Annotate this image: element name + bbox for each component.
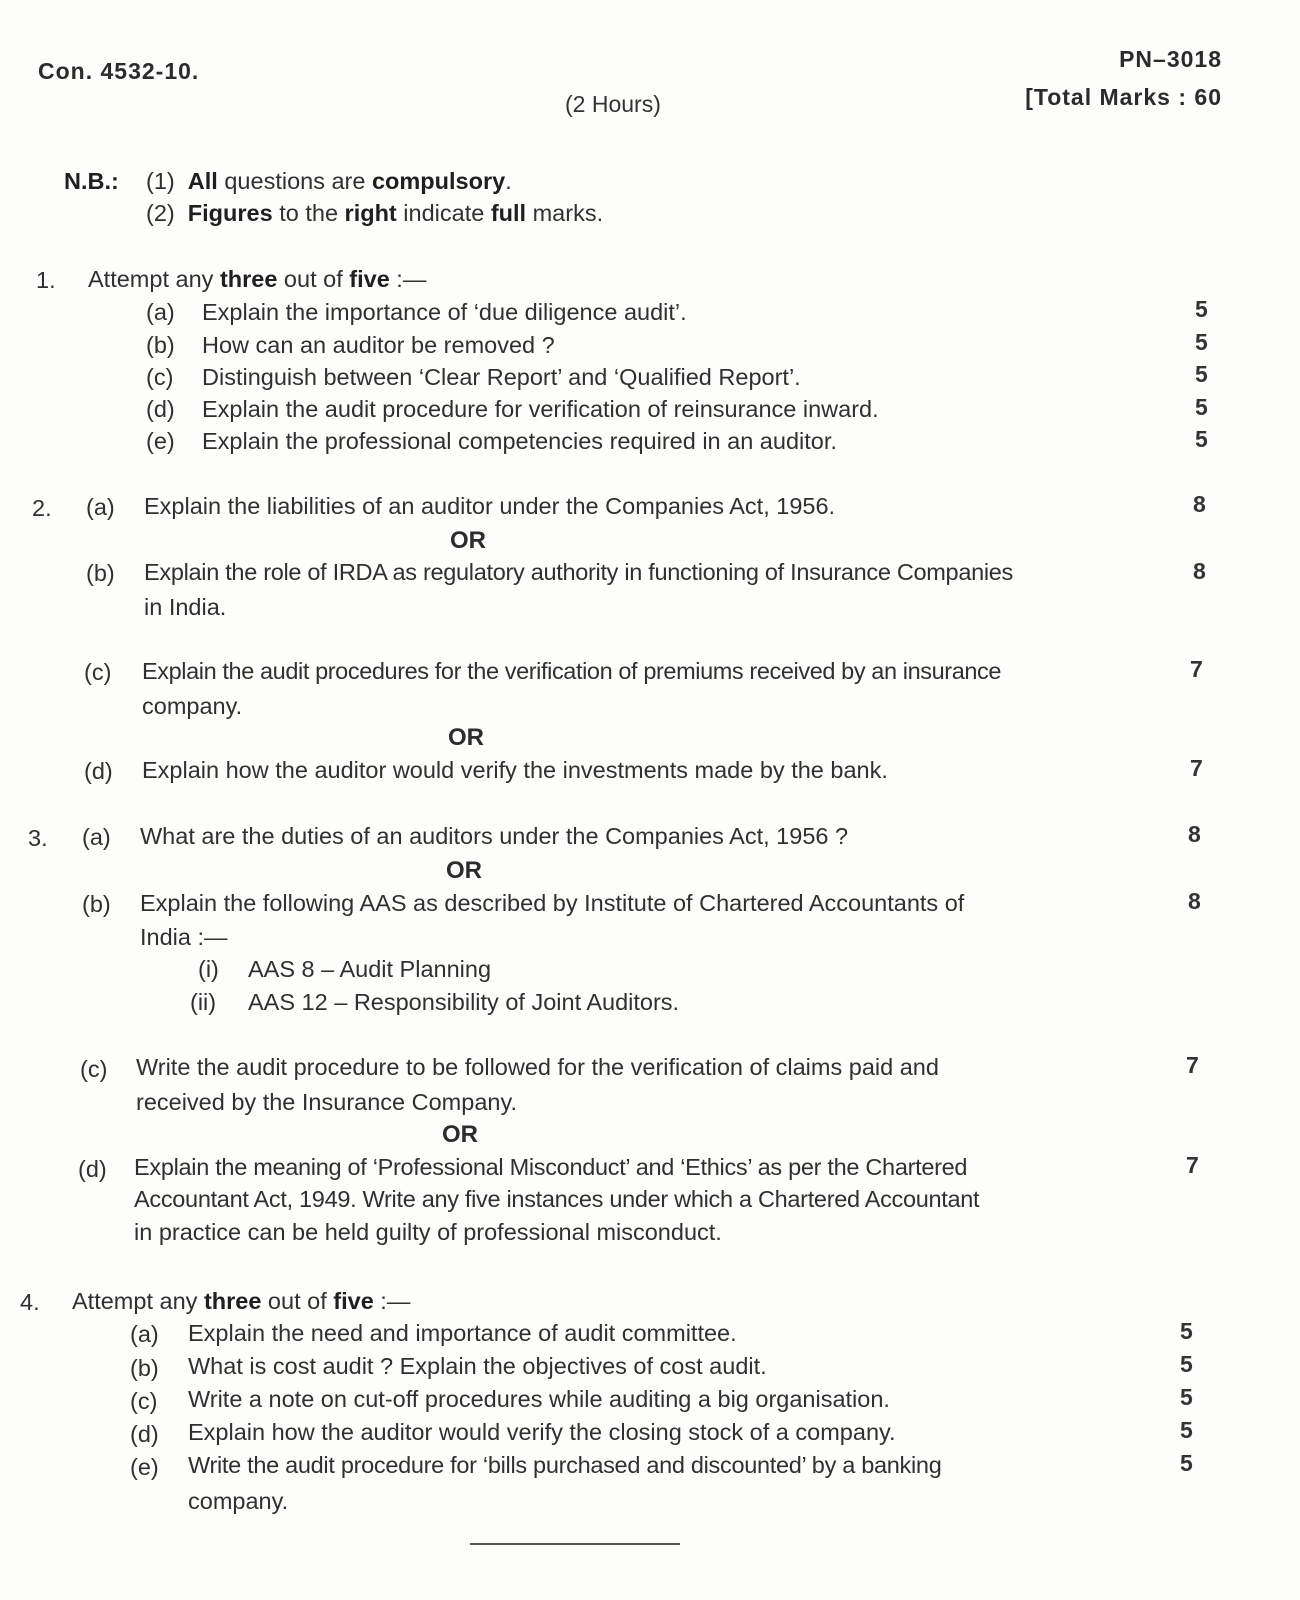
q1d-text: Explain the audit procedure for verification of reinsurance inward. [202, 396, 879, 422]
or-divider: OR [448, 724, 484, 751]
q3b-label: (b) [82, 891, 111, 917]
q1e-text: Explain the professional competencies required in an auditor. [202, 428, 837, 454]
q1b-marks: 5 [1195, 329, 1208, 355]
q1c-marks: 5 [1195, 361, 1208, 387]
q2d-label: (d) [84, 758, 113, 784]
q1e-label: (e) [146, 428, 175, 454]
paper-number: PN–3018 [1119, 46, 1222, 72]
q4c-marks: 5 [1180, 1384, 1193, 1410]
q1d-label: (d) [146, 396, 175, 422]
q1-number: 1. [36, 267, 56, 293]
q2c-label: (c) [84, 659, 112, 685]
q4a-text: Explain the need and importance of audit committee. [188, 1320, 737, 1346]
q3a-marks: 8 [1188, 821, 1201, 847]
q1b-label: (b) [146, 332, 175, 358]
q1a-label: (a) [146, 299, 175, 325]
q3b-text-line1: Explain the following AAS as described by Institute of Chartered Accountants of [140, 890, 965, 916]
q4d-marks: 5 [1180, 1417, 1193, 1443]
q1b-text: How can an auditor be removed ? [202, 332, 555, 358]
q4b-marks: 5 [1180, 1351, 1193, 1377]
q3b-item-i-label: (i) [198, 956, 219, 982]
q2b-marks: 8 [1193, 558, 1206, 584]
q3a-text: What are the duties of an auditors under the Companies Act, 1956 ? [140, 823, 849, 849]
end-of-paper-rule [470, 1543, 680, 1545]
q1a-text: Explain the importance of ‘due diligence audit’. [202, 299, 687, 325]
q2b-text-line1: Explain the role of IRDA as regulatory authority in functioning of Insurance Companies [144, 559, 1014, 585]
note-2: (2) Figures to the right indicate full marks. [146, 200, 604, 226]
q4c-label: (c) [130, 1388, 158, 1414]
q3c-text-line2: received by the Insurance Company. [136, 1089, 517, 1115]
q3b-text-line2: India :— [140, 924, 228, 950]
total-marks: [Total Marks : 60 [1025, 84, 1222, 110]
q3c-label: (c) [80, 1056, 108, 1082]
q4e-label: (e) [130, 1454, 159, 1480]
q3b-item-ii-text: AAS 12 – Responsibility of Joint Auditors. [248, 989, 680, 1015]
q4a-label: (a) [130, 1321, 159, 1347]
q2c-text-line1: Explain the audit procedures for the verification of premiums received by an insurance [142, 658, 1002, 684]
q4e-text-line1: Write the audit procedure for ‘bills purchased and discounted’ by a banking [188, 1452, 942, 1478]
q3d-text-line3: in practice can be held guilty of professional misconduct. [134, 1219, 722, 1245]
q3d-marks: 7 [1186, 1152, 1199, 1178]
q3b-item-ii-label: (ii) [190, 989, 217, 1015]
q4e-marks: 5 [1180, 1450, 1193, 1476]
q3d-label: (d) [78, 1156, 107, 1182]
q2d-marks: 7 [1190, 755, 1203, 781]
q2a-marks: 8 [1193, 491, 1206, 517]
q1c-text: Distinguish between ‘Clear Report’ and ‘Qualified Report’. [202, 364, 801, 390]
q2a-text: Explain the liabilities of an auditor under the Companies Act, 1956. [144, 493, 836, 519]
or-divider: OR [446, 857, 482, 884]
q2b-label: (b) [86, 560, 115, 586]
q2b-text-line2: in India. [144, 594, 227, 620]
q3-number: 3. [28, 825, 48, 851]
q1d-marks: 5 [1195, 394, 1208, 420]
q4d-label: (d) [130, 1421, 159, 1447]
q4b-label: (b) [130, 1355, 159, 1381]
q1-intro: Attempt any three out of five :— [88, 266, 427, 292]
q3d-text-line1: Explain the meaning of ‘Professional Misconduct’ and ‘Ethics’ as per the Chartered [134, 1154, 968, 1180]
note-1: (1) All questions are compulsory. [146, 168, 512, 194]
q2d-text: Explain how the auditor would verify the investments made by the bank. [142, 757, 888, 783]
q4b-text: What is cost audit ? Explain the objectives of cost audit. [188, 1353, 767, 1379]
q1a-marks: 5 [1195, 296, 1208, 322]
q4d-text: Explain how the auditor would verify the closing stock of a company. [188, 1419, 896, 1445]
q3b-item-i-text: AAS 8 – Audit Planning [248, 956, 492, 982]
nb-label: N.B.: [64, 168, 119, 194]
q2c-marks: 7 [1190, 656, 1203, 682]
exam-duration: (2 Hours) [565, 91, 661, 117]
q2-number: 2. [32, 495, 52, 521]
q3d-text-line2: Accountant Act, 1949. Write any five instances under which a Chartered Accountant [134, 1186, 980, 1212]
or-divider: OR [450, 527, 486, 554]
q3c-text-line1: Write the audit procedure to be followed for the verification of claims paid and [136, 1054, 939, 1080]
q4e-text-line2: company. [188, 1488, 289, 1514]
q1e-marks: 5 [1195, 426, 1208, 452]
exam-code: Con. 4532-10. [38, 58, 200, 84]
q4a-marks: 5 [1180, 1318, 1193, 1344]
q4-intro: Attempt any three out of five :— [72, 1288, 411, 1314]
q3b-marks: 8 [1188, 888, 1201, 914]
q3c-marks: 7 [1186, 1052, 1199, 1078]
q4-number: 4. [20, 1289, 40, 1315]
q2a-label: (a) [86, 494, 115, 520]
q1c-label: (c) [146, 364, 174, 390]
q4c-text: Write a note on cut-off procedures while auditing a big organisation. [188, 1386, 890, 1412]
or-divider: OR [442, 1121, 478, 1148]
q2c-text-line2: company. [142, 693, 243, 719]
q3a-label: (a) [82, 824, 111, 850]
